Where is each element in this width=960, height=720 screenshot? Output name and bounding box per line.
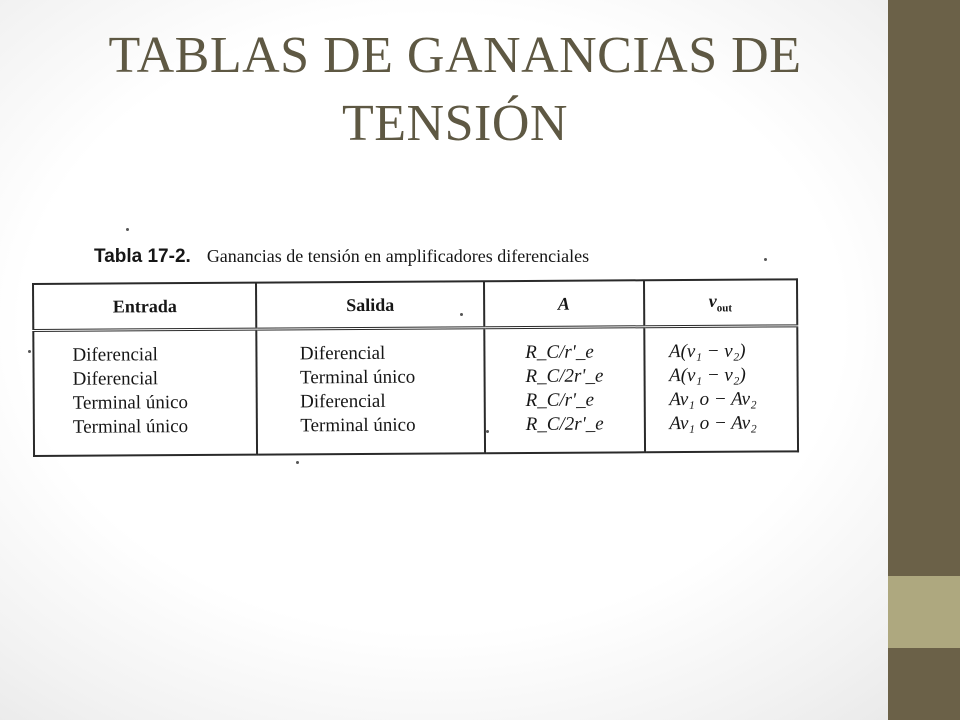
- header-vout-subscript: out: [716, 302, 733, 315]
- vout-formula-cell: A(v₁ − v₂): [669, 364, 746, 387]
- table-body-row: [33, 326, 798, 456]
- vout-formula-cell: A(v₁ − v₂): [668, 340, 746, 363]
- salida-cell: Diferencial: [299, 342, 386, 365]
- slide-title-line-2: TENSIÓN: [342, 95, 568, 152]
- scanned-table-image: [26, 240, 806, 465]
- salida-cell: Terminal único: [299, 366, 416, 389]
- table-header-row: [33, 279, 797, 330]
- gain-formula-cell: R_C/r'_e: [525, 389, 595, 411]
- header-vout-symbol: v: [708, 291, 717, 312]
- header-salida: Salida: [256, 281, 484, 329]
- slide-title: [60, 22, 850, 158]
- gain-formula-cell: R_C/2r'_e: [525, 413, 604, 435]
- scan-speck: [126, 228, 129, 231]
- entrada-cell: Diferencial: [72, 344, 158, 366]
- sidebar-accent-middle: [888, 576, 960, 648]
- gain-formula-cell: R_C/2r'_e: [525, 365, 604, 387]
- table-caption-text: Ganancias de tensión en amplificadores diferenciales: [206, 246, 590, 266]
- column-entrada: [33, 329, 257, 456]
- scan-speck: [296, 461, 299, 464]
- table-caption: [94, 246, 589, 268]
- entrada-cell: Terminal único: [72, 416, 189, 438]
- slide-title-line-1: TABLAS DE GANANCIAS DE: [108, 27, 802, 84]
- column-a: [484, 327, 644, 453]
- sidebar-accent-top: [888, 0, 960, 576]
- sidebar-accent-bottom: [888, 648, 960, 720]
- header-a: A: [484, 280, 644, 327]
- salida-cell: Terminal único: [300, 414, 416, 437]
- scan-speck: [764, 258, 767, 261]
- entrada-cell: Terminal único: [72, 392, 189, 414]
- vout-formula-cell: Av₁ o − Av₂: [669, 412, 757, 435]
- entrada-cell: Diferencial: [72, 368, 159, 390]
- scan-speck: [28, 350, 31, 353]
- header-vout: [644, 279, 798, 326]
- voltage-gain-table: [32, 278, 799, 457]
- vout-formula-cell: Av₁ o − Av₂: [669, 388, 757, 411]
- gain-formula-cell: R_C/r'_e: [525, 341, 594, 363]
- column-vout: [644, 326, 798, 452]
- header-entrada: Entrada: [33, 283, 257, 331]
- scan-speck: [486, 430, 489, 433]
- salida-cell: Diferencial: [300, 390, 386, 413]
- table-caption-number: Tabla 17-2.: [94, 246, 191, 267]
- column-salida: [257, 328, 485, 455]
- scan-speck: [460, 313, 463, 316]
